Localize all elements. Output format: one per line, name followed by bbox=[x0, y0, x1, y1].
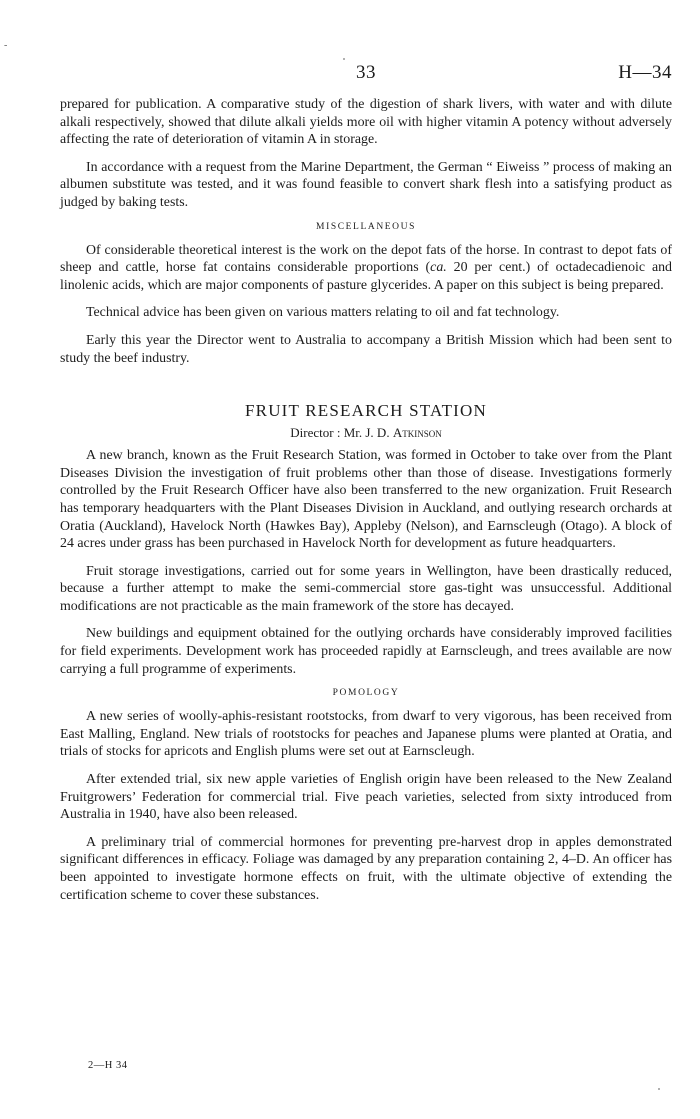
paragraph-hormones: A preliminary trial of commercial hormones for preventing pre-harvest drop in apples demonstrated significant differences in efficacy. Foliage was damaged by any preparation containing 2, 4–D. An officer has been appointed to investigate hormone effects on fruit, with the ultimate objective of extending the certification scheme to cover these substances. bbox=[60, 834, 672, 903]
director-name-prefix: Mr. J. D. bbox=[343, 425, 390, 441]
paragraph-rootstocks: A new series of woolly-aphis-resistant rootstocks, from dwarf to very vigorous, has been received from East Malling, England. New trials of rootstocks for peaches and Japanese plums were planted at Oratia, and trials of stocks for apricots and English plums were set out at Earnscleugh. bbox=[60, 709, 672, 760]
paragraph-fruit-storage: Fruit storage investigations, carried out for some years in Wellington, have been drastically reduced, because a further attempt to make the semi-commercial store gas-tight was unsuccessful. Additional modifications are not practicable as the main framework of the store has decayed. bbox=[60, 563, 672, 614]
paragraph-apple-varieties: After extended trial, six new apple varieties of English origin have been released to the New Zealand Fruitgrowers’ Federation for commercial trial. Five peach varieties, selected from sixty introduced from Australia in 1940, have also been released. bbox=[60, 772, 672, 823]
page-header bbox=[60, 62, 672, 86]
paragraph-new-branch: A new branch, known as the Fruit Research Station, was formed in October to take over from the Plant Diseases Division the investigation of fruit problems other than those of disease. Investigations formerly controlled by the Fruit Research Officer have also been transferred to the new organization. Fruit Research has temporary headquarters with the Plant Diseases Division in Auckland, and outlying research orchards at Oratia (Auckland), Havelock North (Hawkes Bay), Appleby (Nelson), and Earnscleugh (Otago). A block of 24 acres under grass has been purchased in Havelock North for development as future headquarters. bbox=[60, 448, 672, 552]
paragraph-eiweiss: In accordance with a request from the Marine Department, the German “ Eiweiss ” process of making an albumen substitute was tested, and it was found feasible to convert shark flesh into a satisfying product as judged by baking tests. bbox=[60, 159, 672, 210]
page-number: 33 bbox=[356, 62, 376, 83]
document-reference: H—34 bbox=[618, 62, 672, 83]
director-label: Director : bbox=[290, 425, 341, 441]
paragraph-technical-advice: Technical advice has been given on various matters relating to oil and fat technology. bbox=[86, 305, 560, 321]
margin-mark: - bbox=[4, 40, 8, 51]
page-body bbox=[60, 96, 672, 914]
paragraph-horse-fat bbox=[60, 242, 672, 295]
section-title-fruit-research: FRUIT RESEARCH STATION bbox=[245, 401, 487, 421]
horse-fat-text-b: 20 per cent.) of octadecadienoic and linolenic acids, which are major components of pasture glycerides. A paper on this subject is being prepared. bbox=[60, 260, 672, 293]
director-line bbox=[60, 425, 672, 441]
horse-fat-text-a: Of considerable theoretical interest is the work on the depot fats of the horse. In contrast to depot fats of sheep and cattle, horse fat contains considerable proportions ( bbox=[60, 242, 672, 276]
paragraph-shark-livers: prepared for publication. A comparative study of the digestion of shark livers, with water and with dilute alkali respectively, showed that dilute alkali yields more oil with higher vitamin A potency without adversely affecting the rate of deterioration of vitamin A in storage. bbox=[60, 97, 672, 148]
section-heading-miscellaneous: MISCELLANEOUS bbox=[316, 221, 416, 232]
scan-speck bbox=[343, 58, 345, 60]
section-heading-pomology: POMOLOGY bbox=[332, 688, 400, 699]
paragraph-director-australia: Early this year the Director went to Australia to accompany a British Mission which had been sent to study the beef industry. bbox=[60, 332, 672, 366]
page-signature: 2—H 34 bbox=[88, 1060, 128, 1071]
scan-speck-bottom bbox=[658, 1088, 660, 1090]
paragraph-new-buildings: New buildings and equipment obtained for the outlying orchards have considerably improved facilities for field experiments. Development work has proceeded rapidly at Earnscleugh, and trees available are now carrying a full programme of experiments. bbox=[60, 626, 672, 677]
director-surname: Atkinson bbox=[392, 425, 442, 441]
horse-fat-ca: ca. bbox=[430, 260, 447, 276]
